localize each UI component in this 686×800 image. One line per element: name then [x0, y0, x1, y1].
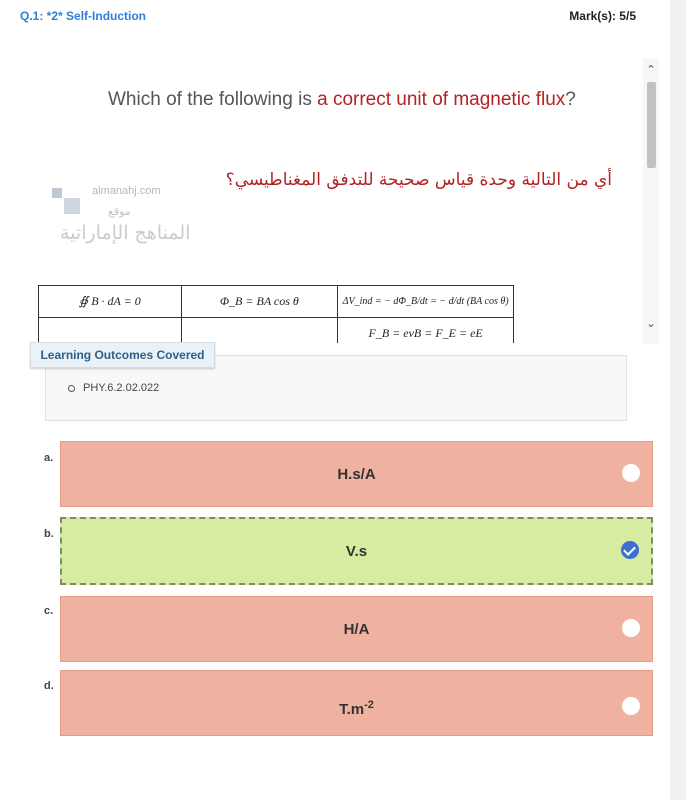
question-highlight: a correct unit of magnetic flux: [317, 89, 566, 110]
option-a-text: H.s/A: [337, 466, 376, 483]
option-c-radio[interactable]: [622, 619, 640, 637]
watermark-arabic-small: موقع: [108, 205, 131, 218]
watermark-arabic-large: المناهج الإماراتية: [60, 222, 191, 244]
option-d-text: [61, 699, 652, 718]
option-d-base: T.m: [339, 701, 365, 718]
question-text-english: [108, 89, 576, 111]
option-a-letter: a.: [44, 452, 54, 464]
formula-gauss: ∯ B · dA = 0: [39, 286, 182, 318]
watermark-site: almanahj.com: [92, 185, 161, 197]
formula-empty-2: [181, 318, 338, 344]
marks-label: Mark(s): 5/5: [569, 9, 636, 23]
option-d-radio[interactable]: [622, 697, 640, 715]
option-d-exponent: -2: [364, 699, 374, 711]
scrollbar-thumb[interactable]: [647, 82, 656, 168]
formula-empty-1: [39, 318, 182, 344]
option-c-text: H/A: [343, 621, 370, 638]
option-b-text: V.s: [345, 543, 368, 560]
scroll-up-icon[interactable]: ⌃: [646, 64, 656, 76]
learning-outcome-item: [68, 382, 159, 394]
option-b-letter: b.: [44, 528, 54, 540]
question-prefix: Which of the following is: [108, 89, 318, 110]
formula-table: [38, 285, 514, 343]
option-a-radio[interactable]: [622, 464, 640, 482]
question-suffix: ?: [565, 89, 576, 110]
formula-flux: Φ_B = BA cos θ: [181, 286, 338, 318]
learning-outcome-code: PHY.6.2.02.022: [83, 382, 160, 394]
learning-outcomes-tab[interactable]: Learning Outcomes Covered: [30, 342, 215, 368]
option-d-letter: d.: [44, 680, 54, 692]
question-title: Q.1: *2* Self-Induction: [20, 9, 147, 23]
option-b[interactable]: [60, 517, 653, 585]
option-c[interactable]: [60, 596, 653, 662]
scroll-down-icon[interactable]: ⌄: [646, 318, 656, 330]
option-d[interactable]: [60, 670, 653, 736]
formula-faraday: ΔV_ind = − dΦ_B/dt = − d/dt (BA cos θ): [338, 286, 514, 318]
circle-bullet-icon: [68, 385, 75, 392]
formula-force: F_B = evB = F_E = eE: [338, 318, 514, 344]
option-c-letter: c.: [44, 605, 54, 617]
page-scrollbar-gutter: [670, 0, 686, 800]
option-b-radio-checked-icon[interactable]: [621, 541, 639, 559]
question-text-arabic: أي من التالية وحدة قياس صحيحة للتدفق المغناطيسي؟: [225, 170, 612, 190]
option-a[interactable]: [60, 441, 653, 507]
